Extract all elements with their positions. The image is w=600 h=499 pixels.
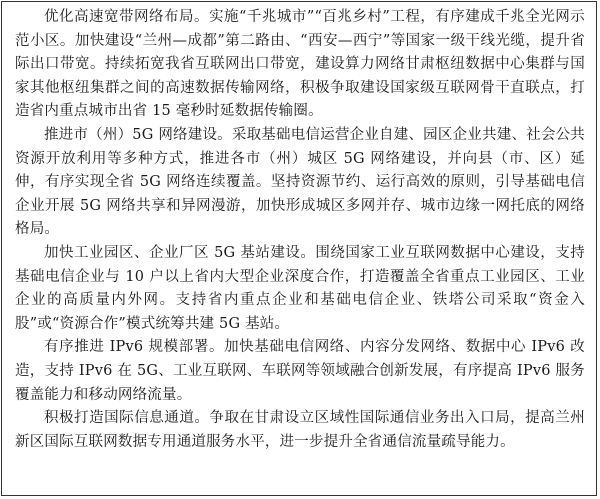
paragraph-international-channel: 积极打造国际信息通道。争取在甘肃设立区域性国际通信业务出入口局，提高兰州新区国际互联网数据专用通道服务水平，进一步提升全省通信流量疏导能力。	[15, 410, 585, 450]
document-frame	[1, 1, 597, 496]
paragraph-ipv6-deployment: 有序推进 IPv6 规模部署。加快基础电信网络、内容分发网络、数据中心 IPv6 改造，支持 IPv6 在 5G、工业互联网、车联网等领域融合创新发展，有序提高 IPv6 服务覆盖能力和移动网络流量。	[15, 339, 585, 403]
paragraph-5g-city-network: 推进市（州）5G 网络建设。采取基础电信运营企业自建、园区企业共建、社会公共资源开放利用等多种方式，推进各市（州）城区 5G 网络建设，并向县（市、区）延伸，有序实现全省 5G 网络连续覆盖。坚持资源节约、运行高效的原则，引导基础电信企业开展 5G 网络共享和异网漫游，加快形成城区多网并存、城市边缘一网托底的网络格局。	[15, 126, 585, 238]
paragraph-5g-industrial-parks: 加快工业园区、企业厂区 5G 基站建设。围绕国家工业互联网数据中心建设，支持基础电信企业与 10 户以上省内大型企业深度合作，打造覆盖全省重点工业园区、工业企业的高质量内外网。支持省内重点企业和基础电信企业、铁塔公司采取“资金入股”或“资源合作”模式统筹共建 5G 基站。	[15, 244, 585, 332]
paragraph-broadband-layout: 优化高速宽带网络布局。实施“千兆城市”“百兆乡村”工程，有序建成千兆全光网示范小区。加快建设“兰州—成都”第二路由、“西安—西宁”等国家一级干线光缆，提升省际出口带宽。持续拓宽我省互联网出口带宽，建设算力网络甘肃枢纽数据中心集群与国家其他枢纽集群之间的高速数据传输网络，积极争取建设国家级互联网骨干直联点，打造省内重点城市出省 15 毫秒时延数据传输圈。	[15, 9, 585, 120]
